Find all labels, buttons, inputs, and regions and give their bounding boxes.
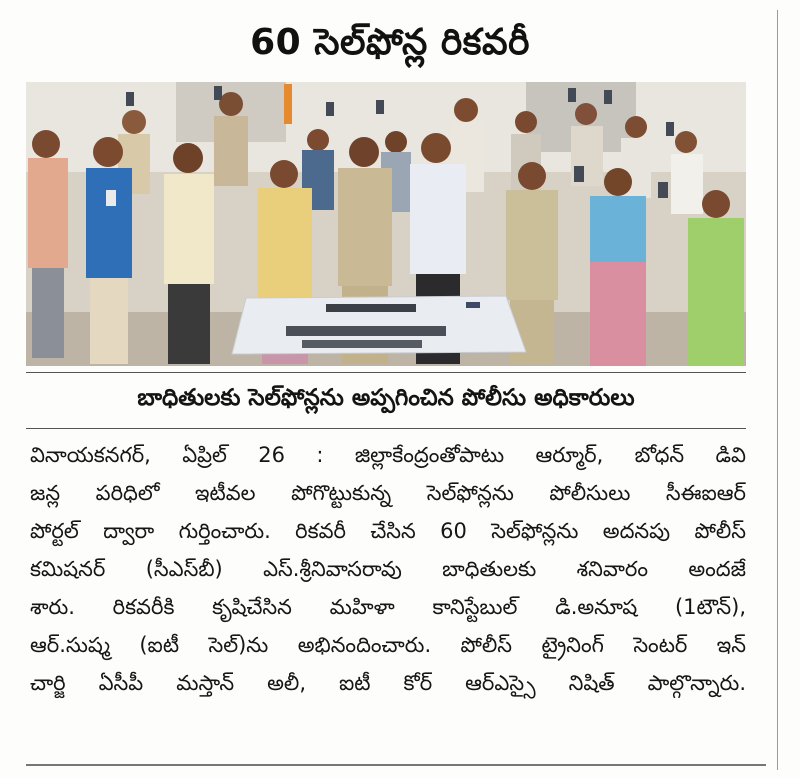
photo-caption: బాధితులకు సెల్‌ఫోన్లను అప్పగించిన పోలీసు అధికారులు: [137, 385, 635, 411]
caption-top-rule: [26, 372, 746, 373]
table-with-phones: [232, 296, 526, 354]
headline: 60 సెల్‌ఫోన్ల రికవరీ: [250, 22, 530, 63]
body-line-4: కమిషనర్ (సీఎస్‌బీ) ఎస్.శ్రీనివాసరావు బాధితులకు శనివారం అందజే: [30, 557, 746, 581]
column-divider: [777, 10, 778, 770]
body-line-1: వినాయకనగర్, ఏప్రిల్ 26 : జిల్లాకేంద్రంతోపాటు ఆర్మూర్, బోధన్ డివి: [30, 443, 746, 467]
bottom-rule: [26, 764, 766, 766]
caption-bottom-rule: [26, 428, 746, 429]
body-line-7: చార్జి ఏసీపీ మస్తాన్ అలీ, ఐటీ కోర్ ఆర్ఎస్సై నిషిత్ పాల్గొన్నారు.: [30, 671, 746, 695]
group-photo-illustration: [26, 82, 746, 366]
body-line-6: ఆర్.సుష్మ (ఐటీ సెల్)ను అభినందించారు. పోలీస్ ట్రైనింగ్ సెంటర్ ఇన్: [30, 633, 746, 657]
body-line-2: జన్ల పరిధిలో ఇటీవల పోగొట్టుకున్న సెల్‌ఫోన్లను పోలీసులు సీఈఐఆర్: [30, 481, 746, 505]
body-line-3: పోర్టల్ ద్వారా గుర్తించారు. రికవరీ చేసిన 60 సెల్‌ఫోన్లను అదనపు పోలీస్: [30, 519, 746, 543]
body-line-5: శారు. రికవరీకి కృషిచేసిన మహిళా కానిస్టేబుల్ డి.అనూష (1టౌన్),: [30, 595, 746, 619]
article-body: [30, 436, 746, 702]
news-photo: [26, 82, 746, 366]
